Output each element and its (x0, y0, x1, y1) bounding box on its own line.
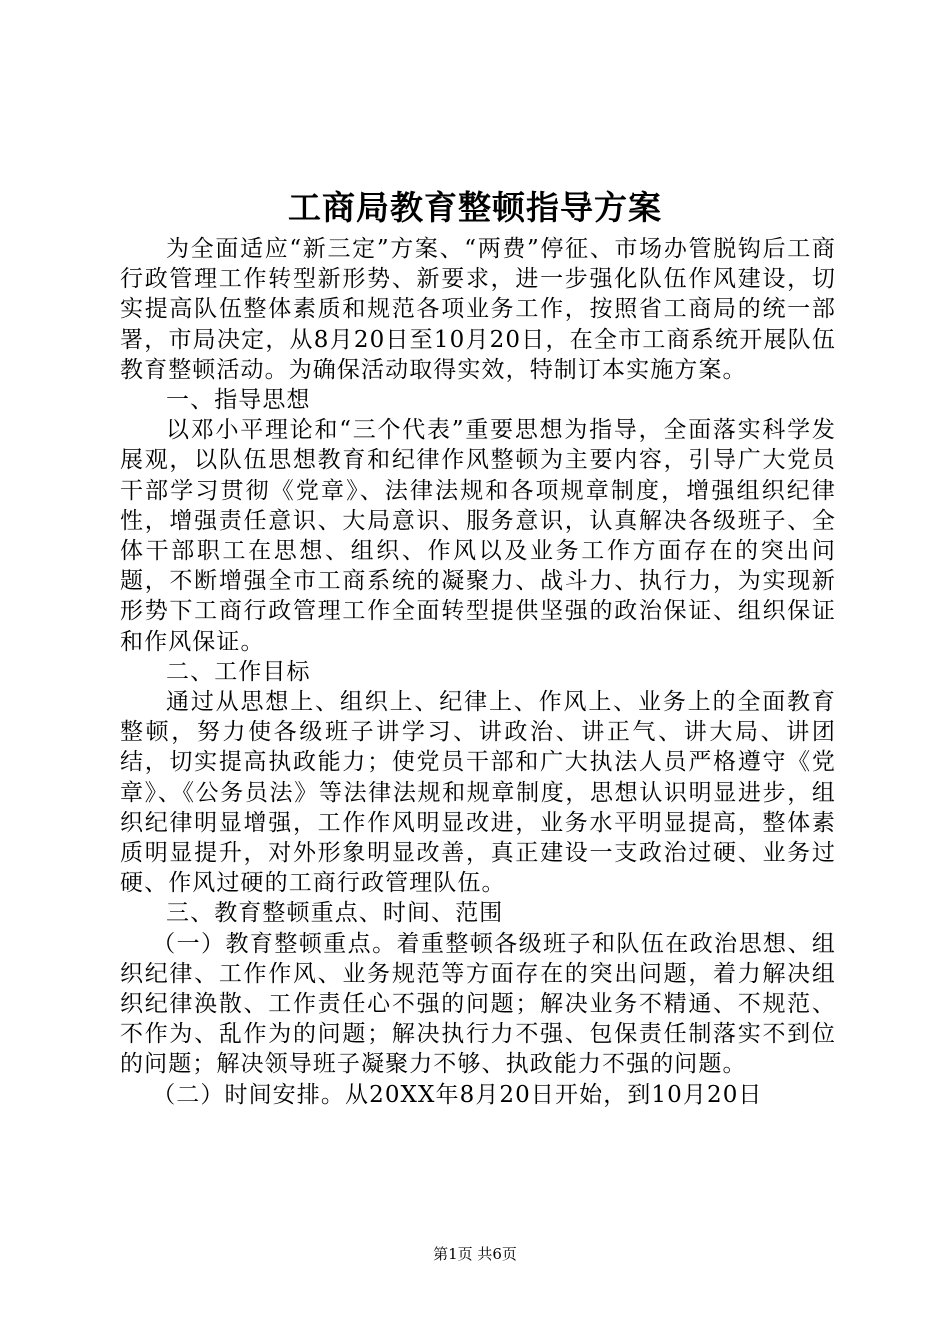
section-heading-work-goals: 二、工作目标 (166, 658, 311, 685)
document-title: 工商局教育整顿指导方案 (288, 188, 662, 227)
document-body (120, 234, 836, 1110)
page-number: 第1页 共6页 (433, 1245, 517, 1263)
section-heading-focus-time-scope: 三、教育整顿重点、时间、范围 (166, 900, 504, 927)
schedule-paragraph: （二）时间安排。从20XX年8月20日开始，到10月20日 (152, 1081, 763, 1108)
section-heading-guiding-ideology: 一、指导思想 (166, 387, 311, 414)
guiding-ideology-paragraph: 以邓小平理论和“三个代表”重要思想为指导，全面落实科学发展观，以队伍思想教育和纪律作风整顿为主要内容，引导广大党员干部学习贯彻《党章》、法律法规和各项规章制度，增强组织纪律性，增强责任意识、大局意识、服务意识，认真解决各级班子、全体干部职工在思想、组织、作风以及业务工作方面存在的突出问题，不断增强全市工商系统的凝聚力、战斗力、执行力，为实现新形势下工商行政管理工作全面转型提供坚强的政治保证、组织保证和作风保证。 (120, 417, 836, 655)
intro-paragraph: 为全面适应“新三定”方案、“两费”停征、市场办管脱钩后工商行政管理工作转型新形势、新要求，进一步强化队伍作风建设，切实提高队伍整体素质和规范各项业务工作，按照省工商局的统一部署，市局决定，从8月20日至10月20日，在全市工商系统开展队伍教育整顿活动。为确保活动取得实效，特制订本实施方案。 (120, 236, 836, 383)
focus-paragraph: （一）教育整顿重点。着重整顿各级班子和队伍在政治思想、组织纪律、工作作风、业务规范等方面存在的突出问题，着力解决组织纪律涣散、工作责任心不强的问题；解决业务不精通、不规范、不作为、乱作为的问题；解决执行力不强、包保责任制落实不到位的问题；解决领导班子凝聚力不够、执政能力不强的问题。 (120, 930, 836, 1078)
work-goals-paragraph: 通过从思想上、组织上、纪律上、作风上、业务上的全面教育整顿，努力使各级班子讲学习、讲政治、讲正气、讲大局、讲团结，切实提高执政能力；使党员干部和广大执法人员严格遵守《党章》、《公务员法》等法律法规和规章制度，思想认识明显进步，组织纪律明显增强，工作作风明显改进，业务水平明显提高，整体素质明显提升，对外形象明显改善，真正建设一支政治过硬、业务过硬、作风过硬的工商行政管理队伍。 (120, 689, 836, 897)
